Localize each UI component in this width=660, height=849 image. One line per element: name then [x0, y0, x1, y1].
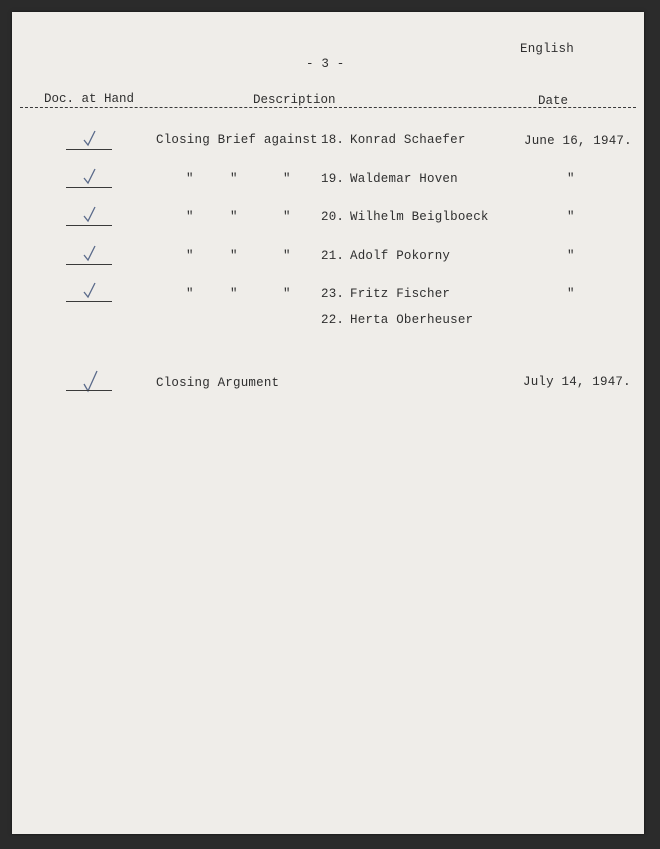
row-number: 23. — [321, 287, 345, 301]
column-header-date: Date — [538, 94, 569, 108]
ditto-mark: " — [230, 249, 238, 263]
page-number: - 3 - — [306, 57, 345, 71]
ditto-mark: " — [283, 287, 291, 301]
ditto-mark: " — [230, 287, 238, 301]
row-number: 19. — [321, 172, 345, 186]
row-name: Konrad Schaefer — [350, 133, 466, 147]
checkmark — [66, 130, 112, 152]
checkmark — [66, 206, 112, 228]
language-label: English — [520, 42, 574, 56]
row-number: 22. — [321, 313, 345, 327]
ditto-mark: " — [230, 172, 238, 186]
ditto-mark: " — [283, 249, 291, 263]
ditto-mark: " — [186, 210, 194, 224]
checkmark — [66, 168, 112, 190]
column-header-description: Description — [253, 93, 336, 107]
ditto-mark: " — [283, 172, 291, 186]
checkmark — [66, 282, 112, 304]
checkmark — [66, 245, 112, 267]
row-name: Fritz Fischer — [350, 287, 451, 301]
ditto-mark: " — [186, 172, 194, 186]
ditto-mark: " — [186, 249, 194, 263]
argument-label: Closing Argument — [156, 376, 280, 390]
row-name: Wilhelm Beiglboeck — [350, 210, 489, 224]
row-date: " — [567, 249, 575, 263]
checkmark — [66, 371, 112, 393]
row-name: Waldemar Hoven — [350, 172, 458, 186]
ditto-mark: " — [186, 287, 194, 301]
row-name: Adolf Pokorny — [350, 249, 451, 263]
ditto-mark: " — [283, 210, 291, 224]
document-page — [12, 12, 644, 834]
row-date: " — [567, 210, 575, 224]
row-date: " — [567, 287, 575, 301]
header-rule — [20, 107, 636, 108]
row-date: " — [567, 172, 575, 186]
row-number: 21. — [321, 249, 345, 263]
column-header-doc: Doc. at Hand — [44, 92, 135, 106]
row-number: 20. — [321, 210, 345, 224]
row-number: 18. — [321, 133, 345, 147]
argument-date: July 14, 1947. — [523, 375, 631, 389]
ditto-mark: " — [230, 210, 238, 224]
row-prefix: Closing Brief against — [156, 133, 318, 147]
row-name: Herta Oberheuser — [350, 313, 474, 327]
row-date: June 16, 1947. — [524, 134, 632, 148]
